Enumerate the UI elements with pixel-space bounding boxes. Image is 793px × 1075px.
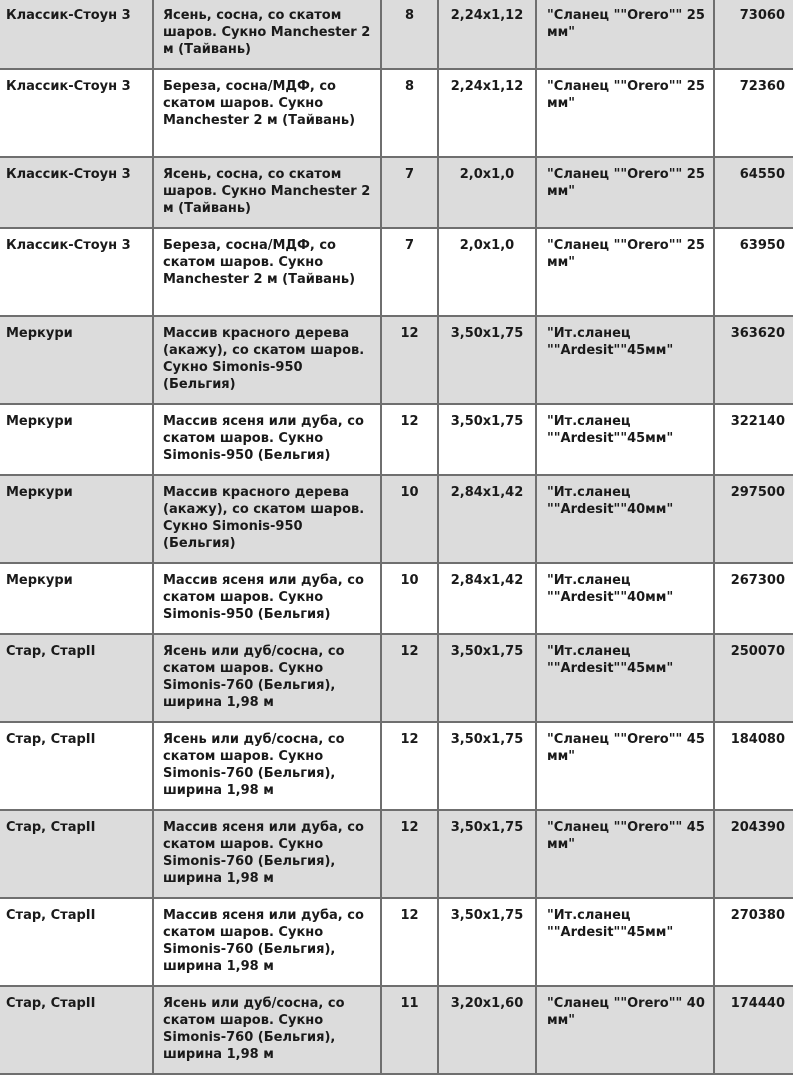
size-cell: 2,0x1,0 — [438, 157, 536, 228]
description-cell: Массив красного дерева (акажу), со скатом шаров. Сукно Simonis-950 (Бельгия) — [153, 316, 381, 404]
price-cell: 322140 — [714, 404, 793, 475]
slate-cell: "Ит.сланец ""Ardesit""40мм" — [536, 475, 714, 563]
model-cell: Классик-Стоун 3 — [0, 228, 153, 316]
description-cell: Массив ясеня или дуба, со скатом шаров. Сукно Simonis-760 (Бельгия), ширина 1,98 м — [153, 898, 381, 986]
quantity-cell: 12 — [381, 316, 438, 404]
model-cell: Стар, СтарII — [0, 722, 153, 810]
size-cell: 2,24x1,12 — [438, 69, 536, 157]
table-row — [0, 898, 793, 986]
slate-cell: "Сланец ""Orero"" 45 мм" — [536, 810, 714, 898]
price-cell: 250070 — [714, 634, 793, 722]
price-cell: 73060 — [714, 0, 793, 69]
size-cell: 3,50x1,75 — [438, 722, 536, 810]
description-cell: Ясень или дуб/сосна, со скатом шаров. Сукно Simonis-760 (Бельгия), ширина 1,98 м — [153, 634, 381, 722]
model-cell: Стар, СтарII — [0, 898, 153, 986]
quantity-cell: 7 — [381, 228, 438, 316]
description-cell: Массив ясеня или дуба, со скатом шаров. Сукно Simonis-760 (Бельгия), ширина 1,98 м — [153, 810, 381, 898]
table-row — [0, 475, 793, 563]
description-cell: Ясень или дуб/сосна, со скатом шаров. Сукно Simonis-760 (Бельгия), ширина 1,98 м — [153, 986, 381, 1074]
price-cell: 72360 — [714, 69, 793, 157]
model-cell: Классик-Стоун 3 — [0, 69, 153, 157]
slate-cell: "Сланец ""Orero"" 25 мм" — [536, 228, 714, 316]
slate-cell: "Сланец ""Orero"" 25 мм" — [536, 69, 714, 157]
quantity-cell: 10 — [381, 475, 438, 563]
table-row — [0, 0, 793, 69]
size-cell: 3,50x1,75 — [438, 404, 536, 475]
quantity-cell: 7 — [381, 157, 438, 228]
slate-cell: "Ит.сланец ""Ardesit""45мм" — [536, 898, 714, 986]
model-cell: Классик-Стоун 3 — [0, 157, 153, 228]
quantity-cell: 8 — [381, 69, 438, 157]
quantity-cell: 12 — [381, 404, 438, 475]
table-row — [0, 228, 793, 316]
model-cell: Меркури — [0, 316, 153, 404]
size-cell: 3,20x1,60 — [438, 986, 536, 1074]
slate-cell: "Ит.сланец ""Ardesit""45мм" — [536, 316, 714, 404]
description-cell: Ясень, сосна, со скатом шаров. Сукно Manchester 2 м (Тайвань) — [153, 0, 381, 69]
table-row — [0, 316, 793, 404]
price-cell: 63950 — [714, 228, 793, 316]
slate-cell: "Сланец ""Orero"" 40 мм" — [536, 986, 714, 1074]
size-cell: 2,24x1,12 — [438, 0, 536, 69]
table-row — [0, 986, 793, 1074]
price-cell: 363620 — [714, 316, 793, 404]
size-cell: 2,0x1,0 — [438, 228, 536, 316]
quantity-cell: 10 — [381, 563, 438, 634]
quantity-cell: 11 — [381, 986, 438, 1074]
description-cell: Ясень или дуб/сосна, со скатом шаров. Сукно Simonis-760 (Бельгия), ширина 1,98 м — [153, 722, 381, 810]
description-cell: Ясень, сосна, со скатом шаров. Сукно Manchester 2 м (Тайвань) — [153, 157, 381, 228]
size-cell: 3,50x1,75 — [438, 898, 536, 986]
slate-cell: "Ит.сланец ""Ardesit""45мм" — [536, 404, 714, 475]
model-cell: Меркури — [0, 404, 153, 475]
price-cell: 204390 — [714, 810, 793, 898]
table-row — [0, 563, 793, 634]
table-row — [0, 722, 793, 810]
size-cell: 3,50x1,75 — [438, 810, 536, 898]
description-cell: Береза, сосна/МДФ, со скатом шаров. Сукно Manchester 2 м (Тайвань) — [153, 69, 381, 157]
description-cell: Массив ясеня или дуба, со скатом шаров. Сукно Simonis-950 (Бельгия) — [153, 563, 381, 634]
model-cell: Меркури — [0, 475, 153, 563]
slate-cell: "Ит.сланец ""Ardesit""40мм" — [536, 563, 714, 634]
slate-cell: "Сланец ""Orero"" 25 мм" — [536, 157, 714, 228]
quantity-cell: 8 — [381, 0, 438, 69]
quantity-cell: 12 — [381, 810, 438, 898]
slate-cell: "Сланец ""Orero"" 25 мм" — [536, 0, 714, 69]
table-row — [0, 634, 793, 722]
size-cell: 2,84x1,42 — [438, 475, 536, 563]
quantity-cell: 12 — [381, 898, 438, 986]
price-cell: 297500 — [714, 475, 793, 563]
description-cell: Массив ясеня или дуба, со скатом шаров. Сукно Simonis-950 (Бельгия) — [153, 404, 381, 475]
quantity-cell: 12 — [381, 634, 438, 722]
quantity-cell: 12 — [381, 722, 438, 810]
model-cell: Стар, СтарII — [0, 986, 153, 1074]
table-row — [0, 69, 793, 157]
model-cell: Меркури — [0, 563, 153, 634]
model-cell: Классик-Стоун 3 — [0, 0, 153, 69]
size-cell: 2,84x1,42 — [438, 563, 536, 634]
price-cell: 64550 — [714, 157, 793, 228]
slate-cell: "Ит.сланец ""Ardesit""45мм" — [536, 634, 714, 722]
price-cell: 267300 — [714, 563, 793, 634]
size-cell: 3,50x1,75 — [438, 634, 536, 722]
price-cell: 174440 — [714, 986, 793, 1074]
model-cell: Стар, СтарII — [0, 810, 153, 898]
table-row — [0, 157, 793, 228]
size-cell: 3,50x1,75 — [438, 316, 536, 404]
description-cell: Береза, сосна/МДФ, со скатом шаров. Сукно Manchester 2 м (Тайвань) — [153, 228, 381, 316]
price-cell: 270380 — [714, 898, 793, 986]
price-cell: 184080 — [714, 722, 793, 810]
table-row — [0, 810, 793, 898]
model-cell: Стар, СтарII — [0, 634, 153, 722]
table-row — [0, 404, 793, 475]
slate-cell: "Сланец ""Orero"" 45 мм" — [536, 722, 714, 810]
description-cell: Массив красного дерева (акажу), со скатом шаров. Сукно Simonis-950 (Бельгия) — [153, 475, 381, 563]
